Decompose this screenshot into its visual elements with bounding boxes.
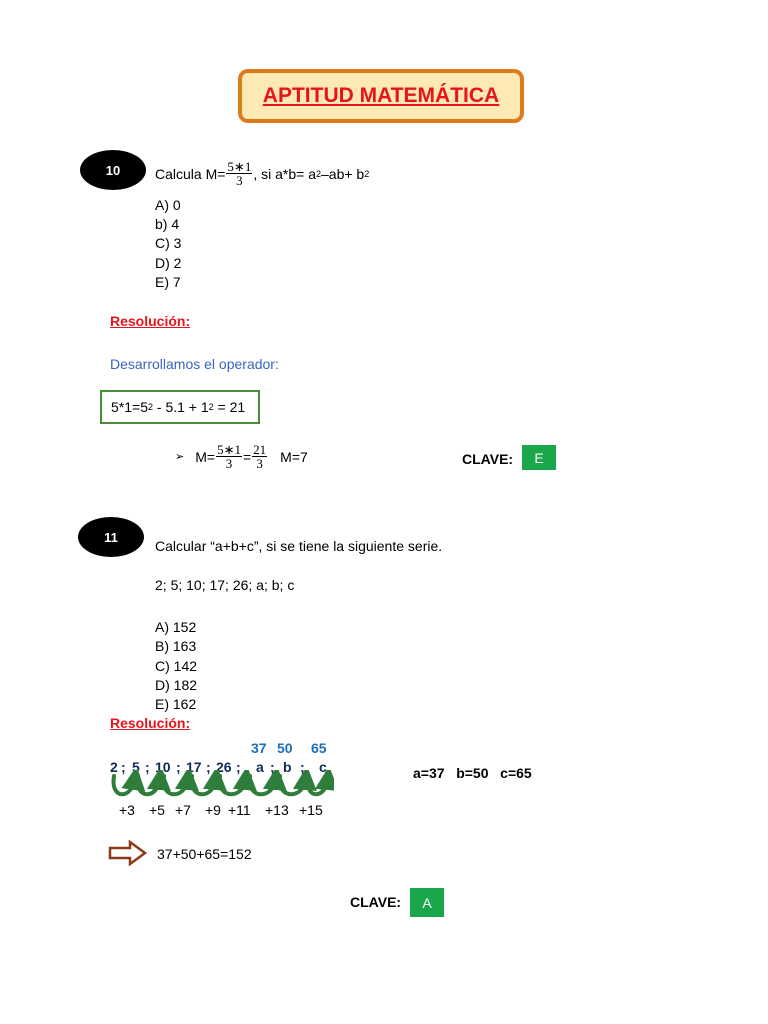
calc-part: 5*1=5 (111, 399, 148, 415)
series-term: a (256, 759, 264, 775)
page-title: APTITUD MATEMÁTICA (262, 84, 500, 107)
m-prefix: M= (195, 448, 216, 465)
series-term: 5 (132, 759, 140, 775)
resolution-heading: Resolución: (110, 715, 191, 731)
clave-label: CLAVE: (462, 451, 514, 467)
prompt-suffix: , si a*b= a (253, 165, 316, 182)
option-c: C) 142 (155, 658, 198, 674)
sum-text: 37+50+65=152 (157, 846, 252, 862)
m-result-line (175, 443, 308, 470)
option-a: A) 152 (155, 619, 197, 635)
prompt-prefix: Calcula M= (155, 165, 226, 182)
fraction-denominator: 3 (256, 456, 263, 471)
difference: +5 (149, 802, 165, 818)
separator: ; (270, 759, 275, 775)
separator: ; (236, 759, 241, 775)
question-11-prompt: Calcular “a+b+c”, si se tiene la siguiente serie. (155, 538, 443, 554)
value-a: 37 (251, 740, 267, 756)
difference: +15 (299, 802, 323, 818)
difference: +11 (228, 802, 251, 818)
difference: +3 (119, 802, 135, 818)
question-number: 10 (105, 162, 121, 178)
fraction (216, 443, 242, 470)
separator: ; (300, 759, 305, 775)
prompt-mid: –ab+ b (321, 165, 365, 182)
separator: ; (145, 759, 150, 775)
resolution-heading: Resolución: (110, 313, 191, 329)
fraction-numerator: 5∗1 (227, 159, 252, 174)
calc-part: - 5.1 + 1 (153, 399, 209, 415)
fraction-denominator: 3 (236, 173, 243, 188)
clave-answer: A (422, 894, 432, 911)
separator: ; (121, 759, 126, 775)
fraction (252, 443, 267, 470)
series-term: 17 (186, 759, 202, 775)
option-a: A) 0 (155, 197, 181, 213)
clave-answer: E (534, 449, 544, 466)
question-number-badge (78, 517, 144, 557)
calc-part: = 21 (213, 399, 246, 415)
option-b: B) 163 (155, 638, 197, 654)
fraction (226, 160, 252, 187)
separator: ; (206, 759, 211, 775)
series-term: 2 (110, 759, 118, 775)
fraction-numerator: 5∗1 (217, 442, 241, 457)
option-d: D) 2 (155, 255, 182, 271)
option-c: C) 3 (155, 235, 182, 251)
equals-sign: = (242, 448, 252, 465)
m-result: M=7 (280, 448, 308, 465)
question-number-badge (80, 150, 146, 190)
question-number: 11 (104, 529, 118, 545)
option-b: b) 4 (155, 216, 180, 232)
clave-label: CLAVE: (350, 894, 402, 910)
answer-values: a=37 b=50 c=65 (413, 765, 532, 781)
calculation-box: 5*1=5 2 - 5.1 + 1 2 = 21 (100, 390, 260, 424)
option-d: D) 182 (155, 677, 198, 693)
fraction-numerator: 21 (253, 442, 267, 457)
series-term: 10 (155, 759, 171, 775)
right-arrow-icon (108, 840, 148, 866)
clave-answer-badge (410, 888, 444, 917)
title-box (238, 69, 524, 123)
develop-text: Desarrollamos el operador: (110, 356, 279, 372)
series-term: 26 (216, 759, 232, 775)
option-e: E) 7 (155, 274, 181, 290)
value-b: 50 (277, 740, 293, 756)
question-10-prompt: Calcula M= $\frac{5∗1}{3}$ , si a*b= a 2 –ab+ b 2 (155, 159, 370, 188)
option-e: E) 162 (155, 696, 197, 712)
separator: ; (176, 759, 181, 775)
clave-answer-badge (522, 445, 556, 470)
series-text: 2; 5; 10; 17; 26; a; b; c (155, 577, 295, 593)
difference: +7 (175, 802, 191, 818)
series-term: c (319, 759, 327, 775)
value-c: 65 (311, 740, 327, 756)
series-arrows-icon (108, 770, 334, 804)
arrow-bullet-icon: ➢ (175, 451, 185, 463)
series-term: b (283, 759, 292, 775)
fraction-denominator: 3 (225, 456, 233, 471)
difference: +13 (265, 802, 289, 818)
difference: +9 (205, 802, 221, 818)
